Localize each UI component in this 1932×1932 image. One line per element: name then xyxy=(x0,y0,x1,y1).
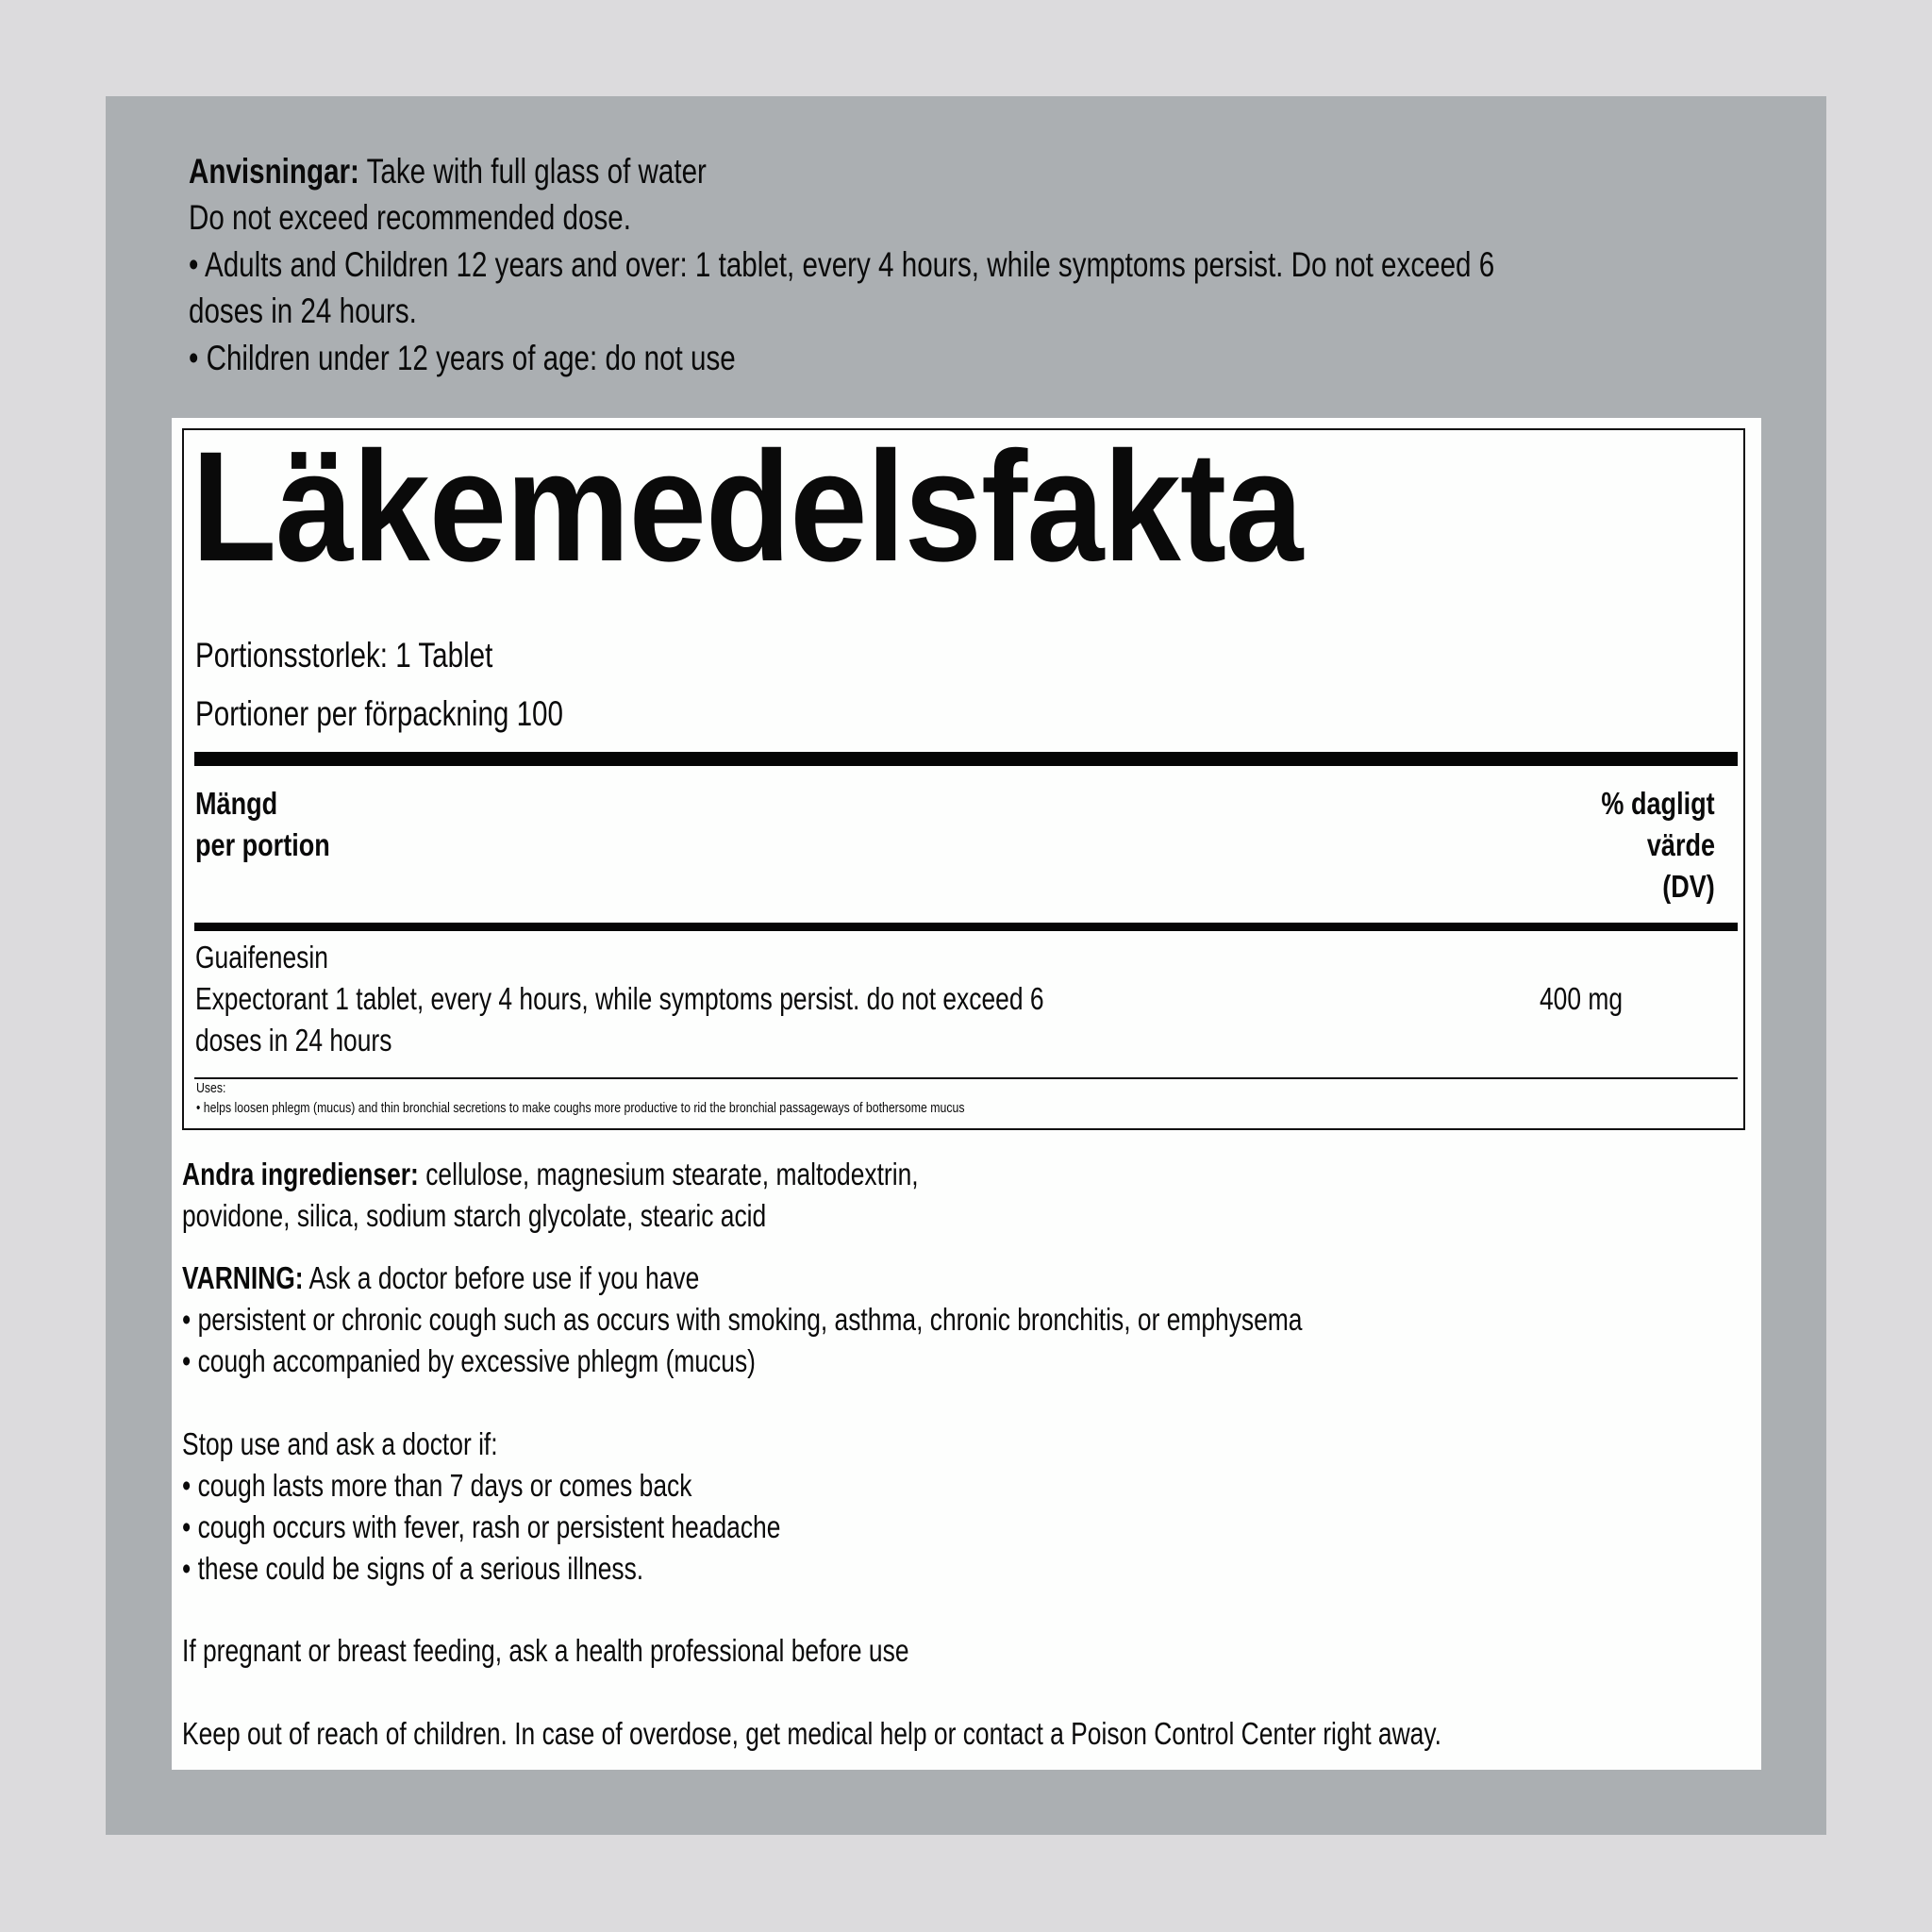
directions-label: Anvisningar: xyxy=(189,152,359,191)
other-ingredients-line-1: Andra ingredienser: cellulose, magnesium stearate, maltodextrin, xyxy=(182,1157,919,1191)
amount-header-line-2: per portion xyxy=(195,827,330,862)
stop-use-item-1: • cough lasts more than 7 days or comes back xyxy=(182,1468,692,1503)
directions-line-4: doses in 24 hours. xyxy=(189,291,417,330)
directions-text: Take with full glass of water xyxy=(366,152,707,191)
servings-per-container: Portioner per förpackning 100 xyxy=(195,694,563,733)
ingredient-description-line-1: Expectorant 1 tablet, every 4 hours, while symptoms persist. do not exceed 6 xyxy=(195,981,1044,1016)
stop-use-item-3: • these could be signs of a serious illness. xyxy=(182,1551,644,1586)
thick-divider-bottom xyxy=(194,923,1738,931)
ingredient-amount: 400 mg xyxy=(1540,981,1624,1016)
amount-header-line-1: Mängd xyxy=(195,786,278,821)
dv-header-line-3: (DV) xyxy=(1662,869,1715,904)
ingredient-description-line-2: doses in 24 hours xyxy=(195,1023,392,1058)
dv-header-line-2: värde xyxy=(1646,827,1715,862)
directions-line-5: • Children under 12 years of age: do not use xyxy=(189,339,736,377)
other-ingredients-label: Andra ingredienser: xyxy=(182,1157,419,1191)
thin-divider xyxy=(194,1077,1738,1079)
directions-line-1 xyxy=(189,152,836,192)
directions-line-2: Do not exceed recommended dose. xyxy=(189,198,631,237)
thick-divider-top xyxy=(194,752,1738,766)
warning-label: VARNING: xyxy=(182,1260,304,1295)
pregnancy-warning: If pregnant or breast feeding, ask a health professional before use xyxy=(182,1633,909,1668)
warning-intro: VARNING: Ask a doctor before use if you have xyxy=(182,1260,700,1295)
dv-header-line-1: % dagligt xyxy=(1601,786,1715,821)
warning-item-2: • cough accompanied by excessive phlegm (mucus) xyxy=(182,1343,756,1378)
stop-use-item-2: • cough occurs with fever, rash or persistent headache xyxy=(182,1509,781,1544)
uses-label: Uses: xyxy=(196,1080,226,1096)
keep-out-of-reach-warning: Keep out of reach of children. In case of overdose, get medical help or contact a Poison Control Center right away. xyxy=(182,1716,1441,1751)
directions-line-3: • Adults and Children 12 years and over: 1 tablet, every 4 hours, while symptoms persist. Do not exceed 6 xyxy=(189,245,1495,284)
stop-use-heading: Stop use and ask a doctor if: xyxy=(182,1426,498,1461)
drug-facts-title: Läkemedelsfakta xyxy=(192,420,1303,594)
uses-item: • helps loosen phlegm (mucus) and thin bronchial secretions to make coughs more productive to rid the bronchial passageways of bothersome mucus xyxy=(196,1100,965,1116)
ingredient-name: Guaifenesin xyxy=(195,940,328,974)
other-ingredients-line-2: povidone, silica, sodium starch glycolate, stearic acid xyxy=(182,1198,767,1233)
warning-item-1: • persistent or chronic cough such as occurs with smoking, asthma, chronic bronchitis, or emphysema xyxy=(182,1302,1303,1337)
serving-size: Portionsstorlek: 1 Tablet xyxy=(195,636,493,675)
